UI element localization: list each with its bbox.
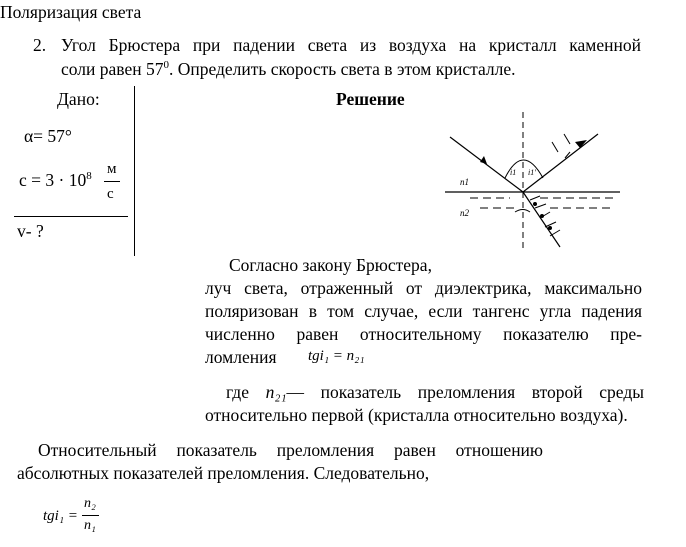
- solution-line-4: численно равен относительному показателю пре-: [205, 324, 642, 344]
- label-i1-prime: i1': [528, 168, 536, 177]
- label-n1: n1: [460, 177, 469, 187]
- formula2-denominator: n₁: [84, 518, 96, 533]
- brewster-diagram: [440, 112, 630, 252]
- section-title: Поляризация света: [0, 2, 142, 22]
- label-i1: i1: [510, 168, 517, 177]
- where-line-1: где n₂₁— показатель преломления второй среды: [226, 382, 644, 402]
- paragraph2-line-1: Относительный показатель преломления равен отношению: [38, 440, 543, 460]
- problem-number: 2.: [33, 35, 47, 55]
- given-speed-of-light: $c = 3 \cdot 10^8$: [19, 170, 92, 190]
- solution-line-2: луч света, отраженный от диэлектрика, максимально: [205, 278, 642, 298]
- solution-title: Решение: [336, 89, 405, 109]
- solution-line-1: Согласно закону Брюстера,: [229, 255, 432, 275]
- problem-text-line1: Угол Брюстера при падении света из воздуха на кристалл каменной: [61, 35, 641, 55]
- where-line-2: относительно первой (кристалла относительно воздуха).: [205, 405, 628, 425]
- unit-denominator: с: [107, 186, 114, 202]
- unit-fraction-bar: [104, 181, 120, 182]
- find-velocity: v- ?: [17, 221, 44, 241]
- brewster-formula: tgi₁ = n₂₁: [308, 348, 365, 364]
- formula2-numerator: n₂: [84, 496, 96, 511]
- solution-line-5: ломления: [205, 347, 277, 367]
- given-alpha: α= 57°: [24, 126, 72, 146]
- unit-numerator: м: [107, 161, 117, 177]
- given-divider-horizontal: [14, 216, 128, 217]
- formula2-fraction-bar: [82, 515, 99, 516]
- formula2-left: tgi₁ =: [43, 508, 78, 524]
- problem-text-line2: соли равен $57^0$. Определить скорость света в этом кристалле.: [61, 59, 516, 79]
- label-n2: n2: [460, 208, 469, 218]
- solution-line-3: поляризован в том случае, если тангенс угла падения: [205, 301, 642, 321]
- given-divider-vertical: [134, 86, 135, 256]
- paragraph2-line-2: абсолютных показателей преломления. Следовательно,: [17, 463, 430, 483]
- given-label: Дано:: [57, 89, 100, 109]
